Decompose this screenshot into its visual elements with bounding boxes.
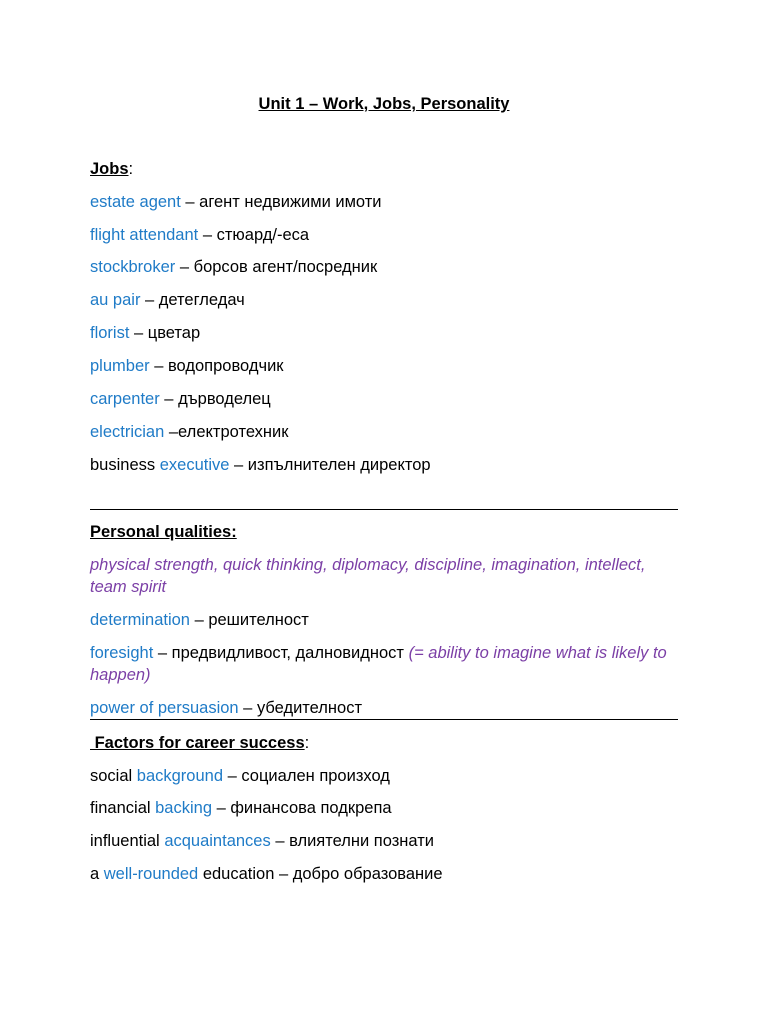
vocab-term: flight attendant	[90, 226, 199, 244]
vocab-prefix: social	[90, 767, 137, 785]
vocab-prefix: business	[90, 456, 160, 474]
qualities-heading	[90, 521, 678, 543]
vocab-item	[90, 609, 678, 631]
section-divider	[90, 719, 678, 720]
vocab-item	[90, 765, 678, 787]
vocab-term: determination	[90, 611, 190, 629]
vocab-term: carpenter	[90, 390, 160, 408]
vocab-translation: – стюард/-еса	[198, 226, 310, 244]
vocab-item	[90, 388, 678, 410]
page-title: Unit 1 – Work, Jobs, Personality	[258, 95, 510, 113]
vocab-prefix: a	[90, 865, 104, 883]
vocab-item	[90, 421, 678, 443]
vocab-term: well-rounded	[103, 865, 199, 883]
vocab-item	[90, 697, 678, 719]
vocab-translation: – решителност	[189, 611, 309, 629]
vocab-item	[90, 830, 678, 852]
vocab-note: (= ability to imagine what is likely to happen)	[90, 644, 667, 684]
vocab-term: power of persuasion	[90, 699, 239, 717]
vocab-term: executive	[159, 456, 230, 474]
vocab-translation: – детегледач	[140, 291, 245, 309]
vocab-translation: – влиятелни познати	[270, 832, 434, 850]
qualities-heading-label: Personal qualities:	[90, 523, 237, 541]
vocab-term: foresight	[90, 644, 154, 662]
qualities-list: physical strength, quick thinking, diplomacy, discipline, imagination, intellect, team spirit	[90, 556, 646, 596]
vocab-term: acquaintances	[164, 832, 271, 850]
vocab-item	[90, 256, 678, 278]
vocab-translation: – социален произход	[223, 767, 390, 785]
vocab-translation: – агент недвижими имоти	[180, 193, 382, 211]
vocab-translation: – цветар	[129, 324, 201, 342]
vocab-term: stockbroker	[90, 258, 176, 276]
vocab-term: electrician	[90, 423, 165, 441]
vocab-term: plumber	[90, 357, 150, 375]
jobs-heading-colon: :	[128, 160, 134, 178]
vocab-item	[90, 642, 678, 686]
vocab-translation: – борсов агент/посредник	[175, 258, 378, 276]
vocab-term: florist	[90, 324, 130, 342]
factors-heading-colon: :	[304, 734, 310, 752]
jobs-heading-label: Jobs	[90, 160, 129, 178]
vocab-translation: – финансова подкрепа	[212, 799, 392, 817]
vocab-term: au pair	[90, 291, 141, 309]
vocab-term: estate agent	[90, 193, 181, 211]
vocab-term: background	[136, 767, 224, 785]
vocab-prefix: influential	[90, 832, 165, 850]
vocab-item	[90, 797, 678, 819]
vocab-item	[90, 289, 678, 311]
vocab-translation: – предвидливост, далновидност	[153, 644, 409, 662]
vocab-translation: education – добро образование	[198, 865, 443, 883]
vocab-item	[90, 224, 678, 246]
vocab-item	[90, 322, 678, 344]
vocab-prefix: financial	[90, 799, 156, 817]
jobs-heading	[90, 158, 678, 180]
vocab-translation: – водопроводчик	[149, 357, 284, 375]
vocab-item	[90, 863, 678, 885]
factors-heading-label: Factors for career success	[90, 734, 305, 752]
vocab-translation: –електротехник	[164, 423, 289, 441]
vocab-translation: – убедителност	[238, 699, 363, 717]
factors-heading	[90, 732, 678, 754]
vocab-item	[90, 191, 678, 213]
section-divider	[90, 509, 678, 510]
vocab-term: backing	[155, 799, 212, 817]
vocab-translation: – дърводелец	[159, 390, 271, 408]
vocab-item	[90, 454, 678, 476]
vocab-translation: – изпълнителен директор	[229, 456, 431, 474]
vocab-item	[90, 355, 678, 377]
